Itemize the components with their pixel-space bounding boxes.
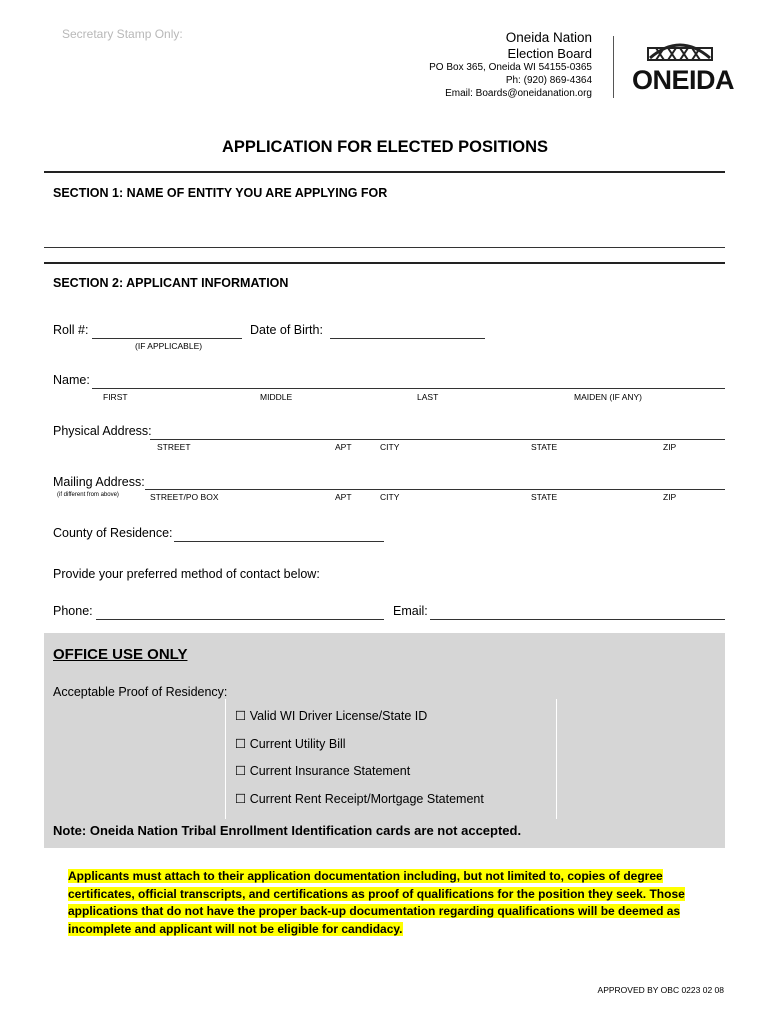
section-rule bbox=[44, 262, 725, 264]
phone-label: Phone: bbox=[53, 604, 93, 618]
org-phone: Ph: (920) 869-4364 bbox=[505, 75, 592, 86]
warning-line: incomplete and applicant will not be eligible for candidacy. bbox=[68, 921, 403, 936]
contact-prompt: Provide your preferred method of contact below: bbox=[53, 567, 320, 581]
email-label: Email: bbox=[393, 604, 428, 618]
warning-line: certificates, official transcripts, and certifications as proof of qualifications for the position they seek. Those bbox=[68, 886, 685, 901]
name-middle-sub: MIDDLE bbox=[260, 392, 293, 402]
mailing-street-sub: STREET/PO BOX bbox=[150, 492, 219, 502]
phone-field[interactable] bbox=[96, 619, 384, 620]
name-label: Name: bbox=[53, 373, 90, 387]
mailing-address-label: Mailing Address: bbox=[53, 475, 145, 489]
name-maiden-sub: MAIDEN (IF ANY) bbox=[574, 392, 643, 402]
physical-apt-sub: APT bbox=[335, 442, 352, 452]
name-last-sub: LAST bbox=[417, 392, 439, 402]
enrollment-id-note: Note: Oneida Nation Tribal Enrollment Identification cards are not accepted. bbox=[53, 823, 522, 838]
proof-option-label: Valid WI Driver License/State ID bbox=[249, 709, 428, 723]
org-address: PO Box 365, Oneida WI 54155-0365 bbox=[429, 62, 592, 73]
mailing-zip-sub: ZIP bbox=[663, 492, 677, 502]
mailing-city-sub: CITY bbox=[380, 492, 400, 502]
page-title: APPLICATION FOR ELECTED POSITIONS bbox=[221, 138, 549, 156]
warning-line: applications that do not have the proper back-up documentation regarding qualifications will be deemed as bbox=[68, 904, 681, 918]
mailing-state-sub: STATE bbox=[531, 492, 558, 502]
physical-zip-sub: ZIP bbox=[663, 442, 677, 452]
name-first-sub: FIRST bbox=[103, 392, 128, 402]
documentation-warning bbox=[68, 868, 698, 938]
physical-state-sub: STATE bbox=[531, 442, 558, 452]
county-label: County of Residence: bbox=[53, 526, 173, 540]
proof-option-license[interactable]: ☐ Valid WI Driver License/State ID bbox=[235, 709, 428, 723]
office-use-heading: OFFICE USE ONLY bbox=[53, 646, 188, 663]
email-field[interactable] bbox=[430, 619, 725, 620]
proof-option-utility[interactable]: ☐ Current Utility Bill bbox=[235, 737, 346, 751]
proof-label: Acceptable Proof of Residency: bbox=[53, 685, 228, 699]
roll-label: Roll #: bbox=[53, 323, 89, 337]
roll-note: (IF APPLICABLE) bbox=[135, 341, 203, 351]
physical-street-sub: STREET bbox=[157, 442, 191, 452]
proof-option-label: Current Insurance Statement bbox=[249, 764, 411, 778]
county-field[interactable] bbox=[174, 541, 384, 542]
entity-name-field[interactable] bbox=[44, 247, 725, 248]
proof-option-rent[interactable]: ☐ Current Rent Receipt/Mortgage Statement bbox=[235, 792, 484, 806]
warning-line: Applicants must attach to their application documentation including, but not limited to, copies of degree bbox=[68, 869, 663, 883]
mailing-address-note: (if different from above) bbox=[57, 492, 119, 498]
name-field[interactable] bbox=[92, 388, 725, 389]
org-email: Email: Boards@oneidanation.org bbox=[445, 88, 592, 99]
physical-address-field[interactable] bbox=[150, 439, 725, 440]
roll-field[interactable] bbox=[92, 338, 242, 339]
header-divider bbox=[613, 36, 614, 98]
proof-option-label: Current Utility Bill bbox=[249, 737, 346, 751]
physical-address-label: Physical Address: bbox=[53, 424, 152, 438]
org-name: Oneida Nation bbox=[505, 30, 592, 45]
oneida-logo-text: ONEIDA bbox=[632, 65, 735, 95]
section1-heading: SECTION 1: NAME OF ENTITY YOU ARE APPLYING FOR bbox=[53, 186, 388, 200]
proof-option-insurance[interactable]: ☐ Current Insurance Statement bbox=[235, 764, 411, 778]
mailing-apt-sub: APT bbox=[335, 492, 352, 502]
oneida-logo-icon bbox=[646, 36, 714, 64]
physical-city-sub: CITY bbox=[380, 442, 400, 452]
org-board: Election Board bbox=[507, 46, 592, 61]
secretary-stamp-label: Secretary Stamp Only: bbox=[62, 27, 183, 41]
section2-heading: SECTION 2: APPLICANT INFORMATION bbox=[53, 276, 289, 290]
dob-label: Date of Birth: bbox=[250, 323, 323, 337]
approval-code: APPROVED BY OBC 0223 02 08 bbox=[597, 985, 724, 995]
mailing-address-field[interactable] bbox=[145, 489, 725, 490]
title-rule bbox=[44, 171, 725, 173]
proof-option-label: Current Rent Receipt/Mortgage Statement bbox=[249, 792, 484, 806]
dob-field[interactable] bbox=[330, 338, 485, 339]
